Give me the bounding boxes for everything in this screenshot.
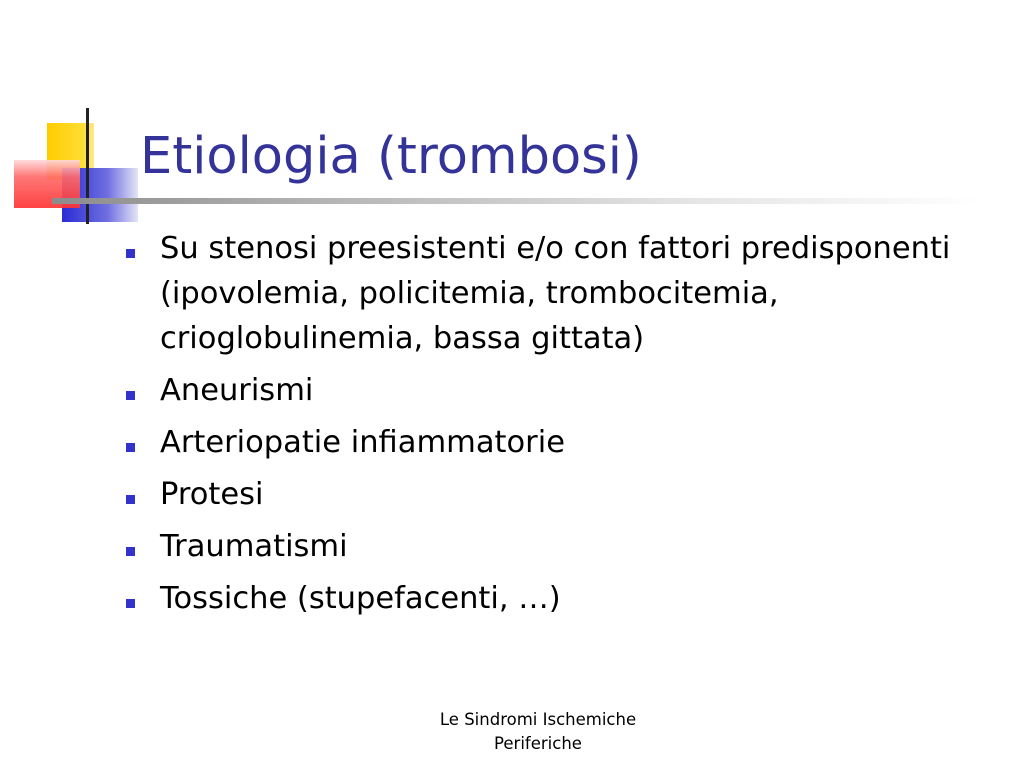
bullet-text: Protesi — [160, 477, 264, 512]
logo-vertical-line — [86, 108, 89, 224]
bullet-text: Tossiche (stupefacenti, …) — [160, 581, 561, 616]
square-bullet-icon — [126, 249, 135, 258]
bullet-item — [124, 368, 984, 413]
bullet-item — [124, 524, 984, 569]
bullet-list — [124, 226, 984, 628]
square-bullet-icon — [126, 599, 135, 608]
footer-line-1: Le Sindromi Ischemiche — [439, 710, 637, 729]
bullet-text: Aneurismi — [160, 373, 314, 408]
bullet-text: Su stenosi preesistenti e/o con fattori predisponenti (ipovolemia, policitemia, trombocitemia, crioglobulinemia, bassa gittata) — [160, 231, 951, 356]
decorative-squares-logo — [0, 0, 150, 240]
square-bullet-icon — [126, 443, 135, 452]
square-bullet-icon — [126, 547, 135, 556]
bullet-item — [124, 420, 984, 465]
slide-title: Etiologia (trombosi) — [140, 127, 642, 186]
bullet-item — [124, 576, 984, 621]
title-underline — [52, 198, 982, 204]
square-bullet-icon — [126, 391, 135, 400]
square-bullet-icon — [126, 495, 135, 504]
bullet-item — [124, 472, 984, 517]
bullet-text: Traumatismi — [160, 529, 348, 564]
bullet-text: Arteriopatie infiammatorie — [160, 425, 565, 460]
footer-line-2: Periferiche — [494, 734, 582, 753]
slide-footer — [418, 708, 658, 756]
bullet-item — [124, 226, 984, 361]
